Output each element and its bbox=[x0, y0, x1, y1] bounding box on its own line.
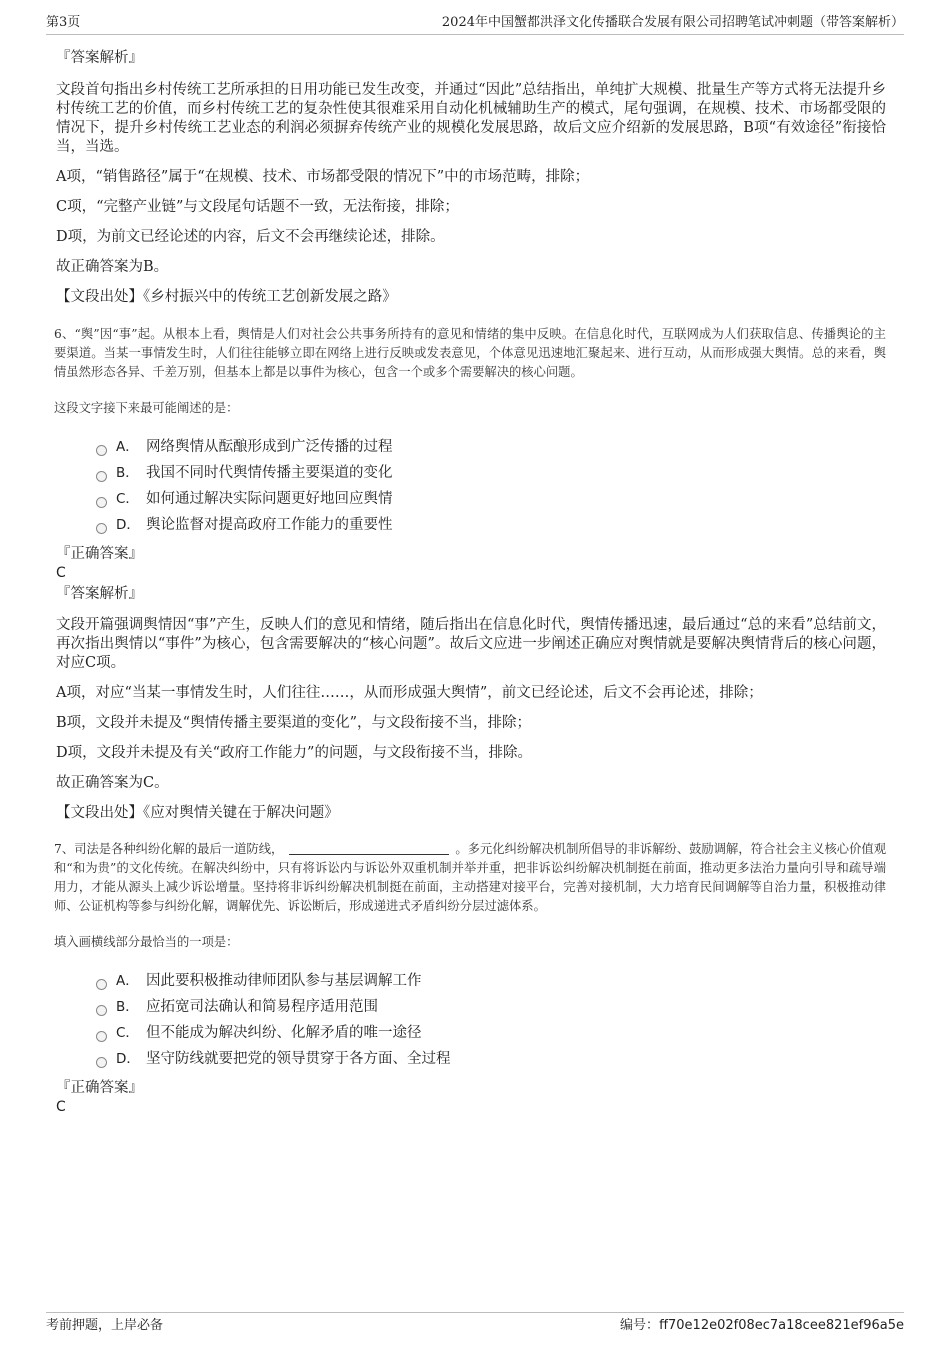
page-content bbox=[56, 48, 886, 1116]
q6-analysis-label: 『答案解析』 bbox=[56, 586, 143, 602]
option-text: 我国不同时代舆情传播主要渠道的变化 bbox=[146, 465, 393, 481]
radio-button[interactable] bbox=[96, 445, 107, 456]
q6-stem: 6、“舆”因“事”起。从根本上看，舆情是人们对社会公共事务所持有的意见和情绪的集中反映。在信息化时代，互联网成为人们获取信息、传播舆论的主要渠道。当某一事情发生时，人们往往能够立即在网络上进行反映或发表意见，个体意见迅速地汇聚起来、进行互动，从而形成强大舆情。总的来看，舆情虽然形态各异、千差万别，但基本上都是以事件为核心，包含一个或多个需要解决的核心问题。 bbox=[54, 327, 886, 379]
page-number: 第3页 bbox=[46, 15, 81, 30]
page-footer bbox=[46, 1312, 904, 1335]
page-header bbox=[46, 14, 904, 35]
q7-answer: C bbox=[56, 1099, 66, 1115]
q6-answer: C bbox=[56, 565, 66, 581]
option-text: 应拓宽司法确认和简易程序适用范围 bbox=[146, 999, 378, 1015]
radio-button[interactable] bbox=[96, 979, 107, 990]
q5-option-c-explanation: C项，“完整产业链”与文段尾句话题不一致，无法衔接，排除； bbox=[56, 199, 459, 215]
q6-option-d-explanation: D项，文段并未提及有关“政府工作能力”的问题，与文段衔接不当，排除。 bbox=[56, 745, 532, 761]
option-letter: B． bbox=[116, 999, 139, 1015]
fill-in-blank bbox=[289, 840, 449, 855]
q7-options bbox=[96, 968, 886, 1072]
q7-option-d[interactable] bbox=[96, 1046, 886, 1072]
q6-conclusion: 故正确答案为C。 bbox=[56, 775, 169, 791]
option-text: 舆论监督对提高政府工作能力的重要性 bbox=[146, 517, 393, 533]
q7-stem bbox=[54, 840, 886, 916]
q7-option-a[interactable] bbox=[96, 968, 886, 994]
q6-source-label: 【文段出处】 bbox=[56, 805, 143, 821]
q6-answer-label: 『正确答案』 bbox=[56, 546, 143, 562]
q6-options bbox=[96, 434, 886, 538]
q6-option-d[interactable] bbox=[96, 512, 886, 538]
q7-stem-after: 。多元化纠纷解决机制所倡导的非诉解纷、鼓励调解，符合社会主义核心价值观和“和为贵”的文化传统。在解决纠纷中，只有将诉讼内与诉讼外双重机制并举并重，把非诉讼纠纷解决机制挺在前面，推动更多法治力量向引导和疏导端用力，才能从源头上减少诉讼增量。坚持将非诉纠纷解决机制挺在前面，主动搭建对接平台，完善对接机制，大力培育民间调解等自治力量，积极推动律师、公证机构等参与纠纷化解，调解优先、诉讼断后，形成递进式矛盾纠纷分层过滤体系。 bbox=[54, 842, 886, 913]
q6-question: 这段文字接下来最可能阐述的是： bbox=[54, 401, 239, 415]
option-letter: B． bbox=[116, 465, 139, 481]
option-text: 如何通过解决实际问题更好地回应舆情 bbox=[146, 491, 393, 507]
q5-conclusion: 故正确答案为B。 bbox=[56, 259, 169, 275]
q6-option-b[interactable] bbox=[96, 460, 886, 486]
q6-option-b-explanation: B项，文段并未提及“舆情传播主要渠道的变化”，与文段衔接不当，排除； bbox=[56, 715, 531, 731]
radio-button[interactable] bbox=[96, 471, 107, 482]
q7-question: 填入画横线部分最恰当的一项是： bbox=[54, 935, 239, 949]
document-title: 2024年中国蟹都洪泽文化传播联合发展有限公司招聘笔试冲刺题（带答案解析） bbox=[441, 15, 904, 30]
option-letter: C． bbox=[116, 491, 139, 507]
q6-source bbox=[56, 804, 886, 823]
option-letter: C． bbox=[116, 1025, 139, 1041]
q5-analysis-text: 文段首句指出乡村传统工艺所承担的日用功能已发生改变，并通过“因此”总结指出，单纯扩大规模、批量生产等方式将无法提升乡村传统工艺的价值，而乡村传统工艺的复杂性使其很难采用自动化机械辅助生产的模式，尾句强调，在规模、技术、市场都受限的情况下，提升乡村传统工艺业态的利润必须摒弃传统产业的规模化发展思路，故后文应介绍新的发展思路，B项“有效途径”衔接恰当，当选。 bbox=[56, 82, 886, 155]
option-letter: A． bbox=[116, 439, 139, 455]
option-letter: D． bbox=[116, 517, 140, 533]
q6-analysis-text: 文段开篇强调舆情因“事”产生，反映人们的意见和情绪，随后指出在信息化时代，舆情传播迅速，最后通过“总的来看”总结前文，再次指出舆情以“事件”为核心，包含需要解决的“核心问题”。故后文应进一步阐述正确应对舆情就是要解决舆情背后的核心问题，对应C项。 bbox=[56, 617, 886, 671]
code-label: 编号： bbox=[620, 1318, 660, 1333]
option-text: 但不能成为解决纠纷、化解矛盾的唯一途径 bbox=[146, 1025, 422, 1041]
radio-button[interactable] bbox=[96, 1005, 107, 1016]
option-text: 坚守防线就要把党的领导贯穿于各方面、全过程 bbox=[146, 1051, 451, 1067]
q6-option-a[interactable] bbox=[96, 434, 886, 460]
q5-source bbox=[56, 288, 886, 307]
q7-option-b[interactable] bbox=[96, 994, 886, 1020]
q5-option-d-explanation: D项，为前文已经论述的内容，后文不会再继续论述，排除。 bbox=[56, 229, 445, 245]
q5-option-a-explanation: A项，“销售路径”属于“在规模、技术、市场都受限的情况下”中的市场范畴，排除； bbox=[56, 169, 590, 185]
option-text: 因此要积极推动律师团队参与基层调解工作 bbox=[146, 973, 422, 989]
radio-button[interactable] bbox=[96, 523, 107, 534]
q7-option-c[interactable] bbox=[96, 1020, 886, 1046]
q6-option-a-explanation: A项，对应“当某一事情发生时，人们往往……，从而形成强大舆情”，前文已经论述，后文不会再论述，排除； bbox=[56, 685, 763, 701]
q6-option-c[interactable] bbox=[96, 486, 886, 512]
radio-button[interactable] bbox=[96, 1031, 107, 1042]
option-letter: A． bbox=[116, 973, 139, 989]
code-value: ff70e12e02f08ec7a18cee821ef96a5e bbox=[659, 1318, 904, 1333]
footer-slogan: 考前押题，上岸必备 bbox=[46, 1318, 164, 1333]
option-text: 网络舆情从酝酿形成到广泛传播的过程 bbox=[146, 439, 393, 455]
q5-source-label: 【文段出处】 bbox=[56, 289, 143, 305]
option-letter: D． bbox=[116, 1051, 140, 1067]
q7-stem-before: 7、司法是各种纠纷化解的最后一道防线， bbox=[54, 842, 284, 856]
q6-source-title: 《应对舆情关键在于解决问题》 bbox=[143, 805, 339, 821]
q5-source-title: 《乡村振兴中的传统工艺创新发展之路》 bbox=[143, 289, 397, 305]
q5-analysis-label: 『答案解析』 bbox=[56, 50, 143, 66]
radio-button[interactable] bbox=[96, 497, 107, 508]
radio-button[interactable] bbox=[96, 1057, 107, 1068]
q7-answer-label: 『正确答案』 bbox=[56, 1080, 143, 1096]
document-code bbox=[620, 1315, 904, 1337]
